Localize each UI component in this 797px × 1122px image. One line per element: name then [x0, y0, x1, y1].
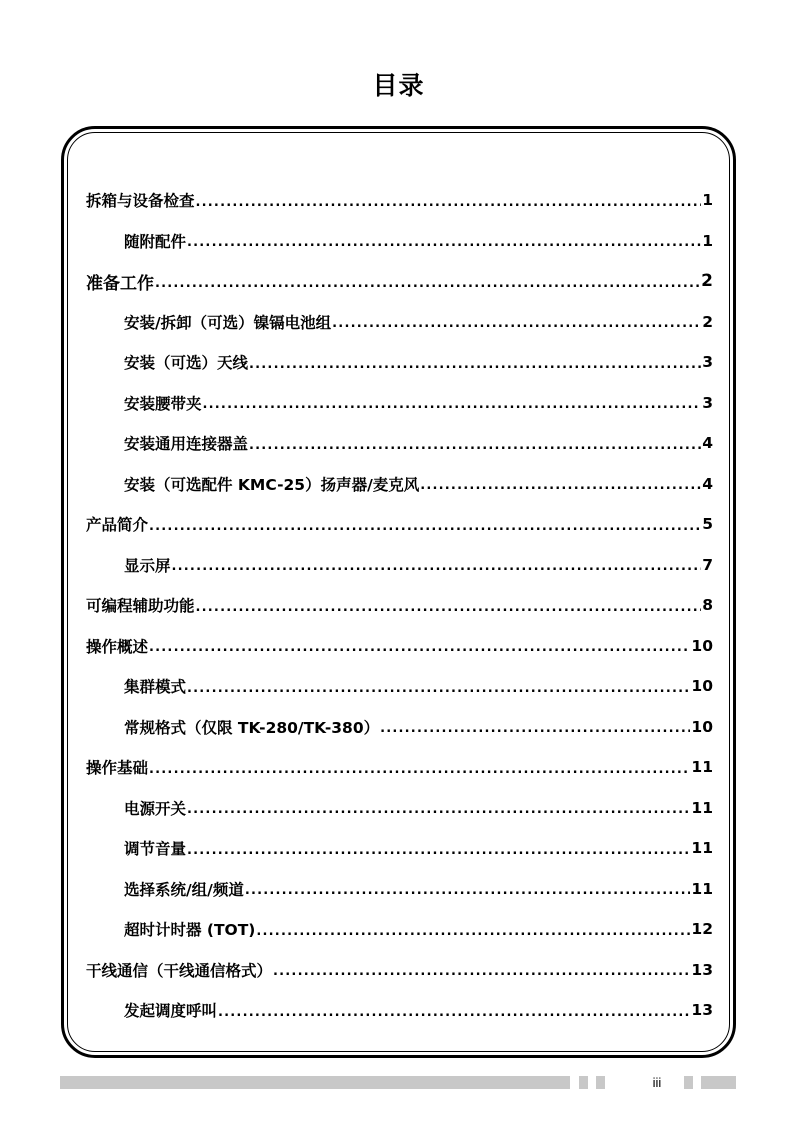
toc-dot-leader [187, 843, 690, 858]
toc-entry[interactable] [86, 180, 713, 220]
footer-bar-block [579, 1076, 588, 1089]
toc-entry-page-number: 11 [691, 798, 713, 817]
toc-entry-page-number: 12 [691, 920, 713, 938]
toc-entry-page-number: 11 [691, 758, 713, 776]
toc-dot-leader [218, 1005, 690, 1020]
toc-dot-leader [420, 478, 701, 493]
toc-entry[interactable] [124, 869, 713, 909]
toc-entry[interactable] [124, 342, 713, 382]
toc-entry-title: 随附配件 [124, 232, 187, 251]
toc-dot-leader [203, 397, 702, 412]
toc-entry-page-number: 11 [691, 839, 713, 857]
toc-entry-title: 超时计时器 (TOT) [124, 921, 256, 939]
toc-entry-page-number: 10 [691, 636, 713, 655]
toc-dot-leader [149, 762, 690, 777]
toc-dot-leader [149, 640, 690, 655]
toc-entry[interactable] [86, 585, 713, 625]
toc-entry-title: 安装（可选配件 KMC-25）扬声器/麦克风 [124, 475, 420, 494]
toc-entry[interactable] [124, 464, 713, 504]
toc-entry-page-number: 2 [701, 271, 713, 291]
toc-dot-leader [187, 235, 701, 250]
toc-entry-page-number: 10 [691, 717, 713, 736]
toc-entry-title: 安装（可选）天线 [124, 354, 249, 372]
toc-entry-page-number: 13 [691, 960, 713, 979]
footer-bar-block [596, 1076, 605, 1089]
toc-entry-page-number: 10 [691, 677, 713, 695]
toc-entry-page-number: 2 [702, 312, 713, 331]
toc-dot-leader [273, 964, 690, 979]
toc-dot-leader [256, 924, 690, 939]
toc-entry-page-number: 3 [702, 353, 713, 371]
toc-entry-title: 可编程辅助功能 [86, 597, 195, 615]
toc-entry[interactable] [86, 950, 713, 990]
toc-entry-page-number: 1 [702, 231, 713, 250]
toc-entry[interactable] [124, 707, 713, 747]
toc-entry-page-number: 5 [702, 515, 713, 533]
toc-entry[interactable] [124, 828, 713, 868]
toc-entry-title: 干线通信（干线通信格式） [86, 961, 273, 980]
toc-entry-title: 操作概述 [86, 637, 149, 656]
toc-dot-leader [380, 721, 690, 736]
toc-entry[interactable] [124, 909, 713, 949]
toc-entry-page-number: 3 [702, 393, 713, 412]
footer-bar-block [684, 1076, 693, 1089]
toc-entry[interactable] [86, 261, 713, 301]
toc-entry-title: 准备工作 [86, 273, 154, 294]
toc-entry-title: 拆箱与设备检查 [86, 192, 195, 210]
toc-entry-title: 操作基础 [86, 759, 149, 777]
toc-dot-leader [187, 802, 690, 817]
footer-bar-long [60, 1076, 570, 1089]
toc-entry-title: 安装腰带夹 [124, 394, 202, 413]
toc-entry[interactable] [124, 221, 713, 261]
toc-dot-leader [249, 357, 701, 372]
toc-dot-leader [149, 519, 701, 534]
toc-entry-title: 选择系统/组/频道 [124, 880, 244, 899]
toc-dot-leader [249, 438, 701, 453]
toc-dot-leader [187, 681, 690, 696]
toc-dot-leader [196, 600, 702, 615]
footer-page-number: iii [652, 1075, 662, 1090]
toc-entry[interactable] [124, 423, 713, 463]
toc-entry[interactable] [86, 504, 713, 544]
toc-entry[interactable] [124, 545, 713, 585]
toc-entry[interactable] [124, 383, 713, 423]
toc-dot-leader [245, 883, 691, 898]
toc-entry-title: 发起调度呼叫 [124, 1002, 218, 1020]
toc-entry[interactable] [86, 747, 713, 787]
toc-entry[interactable] [86, 626, 713, 666]
toc-entry-title: 显示屏 [124, 556, 171, 575]
toc-dot-leader [332, 316, 701, 331]
toc-entry[interactable] [124, 666, 713, 706]
footer-bar-short [701, 1076, 736, 1089]
toc-entry-title: 调节音量 [124, 840, 187, 858]
toc-entry-page-number: 4 [702, 434, 713, 452]
toc-dot-leader [155, 276, 700, 291]
toc-dot-leader [196, 195, 702, 210]
toc-entry-page-number: 1 [702, 191, 713, 209]
toc-entry-title: 安装/拆卸（可选）镍镉电池组 [124, 313, 332, 332]
toc-entry-title: 集群模式 [124, 678, 187, 696]
toc-entry-title: 产品简介 [86, 516, 149, 534]
toc-dot-leader [172, 559, 702, 574]
toc-entry-title: 安装通用连接器盖 [124, 435, 249, 453]
toc-entry-page-number: 4 [702, 474, 713, 493]
toc-entry-title: 常规格式（仅限 TK-280/TK-380） [124, 718, 380, 737]
toc-entry[interactable] [124, 302, 713, 342]
toc-entry-page-number: 8 [702, 596, 713, 614]
toc-entry-page-number: 13 [691, 1001, 713, 1019]
toc-entry[interactable] [124, 788, 713, 828]
toc-entry[interactable] [124, 990, 713, 1030]
toc-entry-page-number: 7 [702, 555, 713, 574]
toc-entry-title: 电源开关 [124, 799, 187, 818]
toc-entry-page-number: 11 [691, 879, 713, 898]
page-title: 目录 [372, 71, 425, 100]
